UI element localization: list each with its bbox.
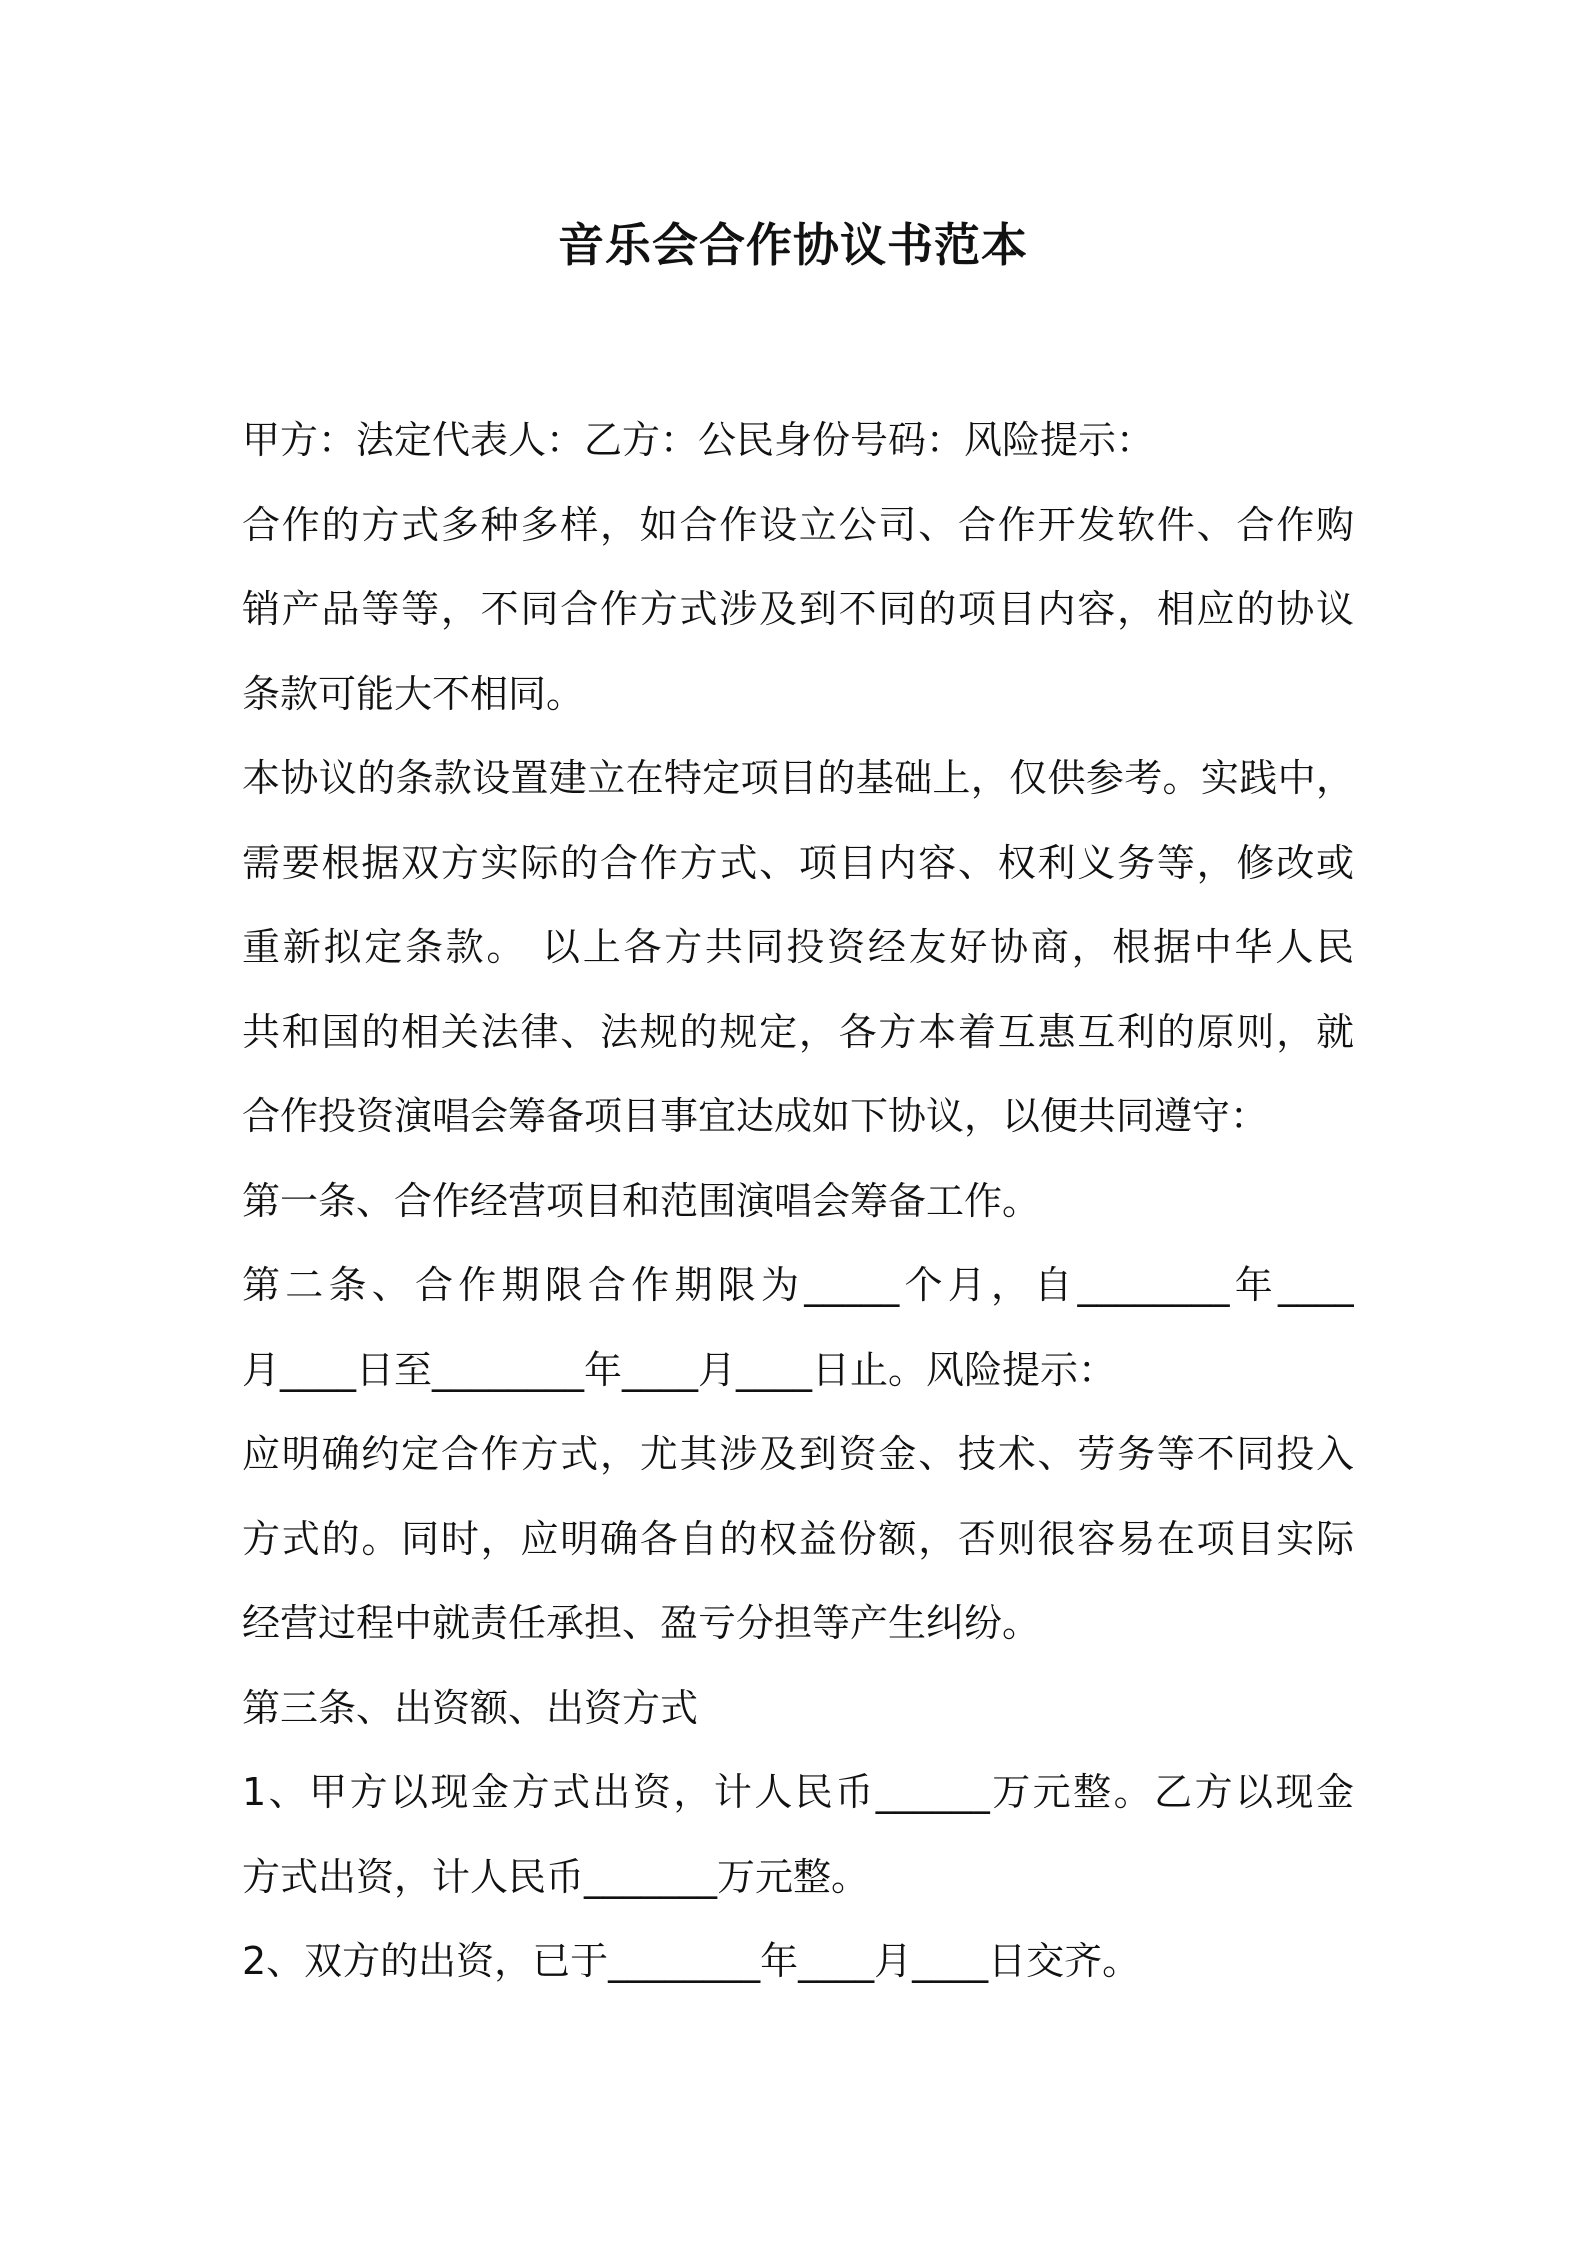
- text-line: 方式出资，计人民币_______万元整。: [242, 1854, 870, 1899]
- text-line: 经营过程中就责任承担、盈亏分担等产生纠纷。: [242, 1601, 1041, 1645]
- text-line: 方式的。同时，应明确各自的权益份额，否则很容易在项目实际: [242, 1516, 1354, 1561]
- document-title: 音乐会合作协议书范本: [558, 218, 1028, 272]
- text-line: 应明确约定合作方式，尤其涉及到资金、技术、劳务等不同投入: [242, 1432, 1354, 1476]
- text-line: 条款可能大不相同。: [242, 671, 585, 716]
- text-line: 销产品等等，不同合作方式涉及到不同的项目内容，相应的协议: [242, 587, 1354, 631]
- text-line: 第二条、合作期限合作期限为_____个月，自________年____: [242, 1263, 1354, 1307]
- text-line: 月____日至________年____月____日止。风险提示：: [242, 1347, 1117, 1392]
- text-line: 第一条、合作经营项目和范围演唱会筹备工作。: [242, 1178, 1041, 1223]
- text-line: 合作的方式多种多样，如合作设立公司、合作开发软件、合作购: [242, 502, 1354, 547]
- text-line: 共和国的相关法律、法规的规定，各方本着互惠互利的原则，就: [242, 1009, 1354, 1054]
- document-body: [242, 398, 1354, 2004]
- text-line: 第三条、出资额、出资方式: [242, 1685, 699, 1730]
- text-line: 2、双方的出资，已于________年____月____日交齐。: [242, 1939, 1141, 1983]
- text-line: 需要根据双方实际的合作方式、项目内容、权利义务等，修改或: [242, 840, 1354, 885]
- text-line: 合作投资演唱会筹备项目事宜达成如下协议，以便共同遵守：: [242, 1094, 1269, 1138]
- text-line: 本协议的条款设置建立在特定项目的基础上，仅供参考。实践中，: [242, 756, 1354, 800]
- text-line: 甲方：法定代表人：乙方：公民身份号码：风险提示：: [242, 418, 1155, 462]
- text-line: 1、甲方以现金方式出资，计人民币______万元整。乙方以现金: [242, 1770, 1354, 1814]
- text-line: 重新拟定条款。 以上各方共同投资经友好协商，根据中华人民: [242, 925, 1354, 969]
